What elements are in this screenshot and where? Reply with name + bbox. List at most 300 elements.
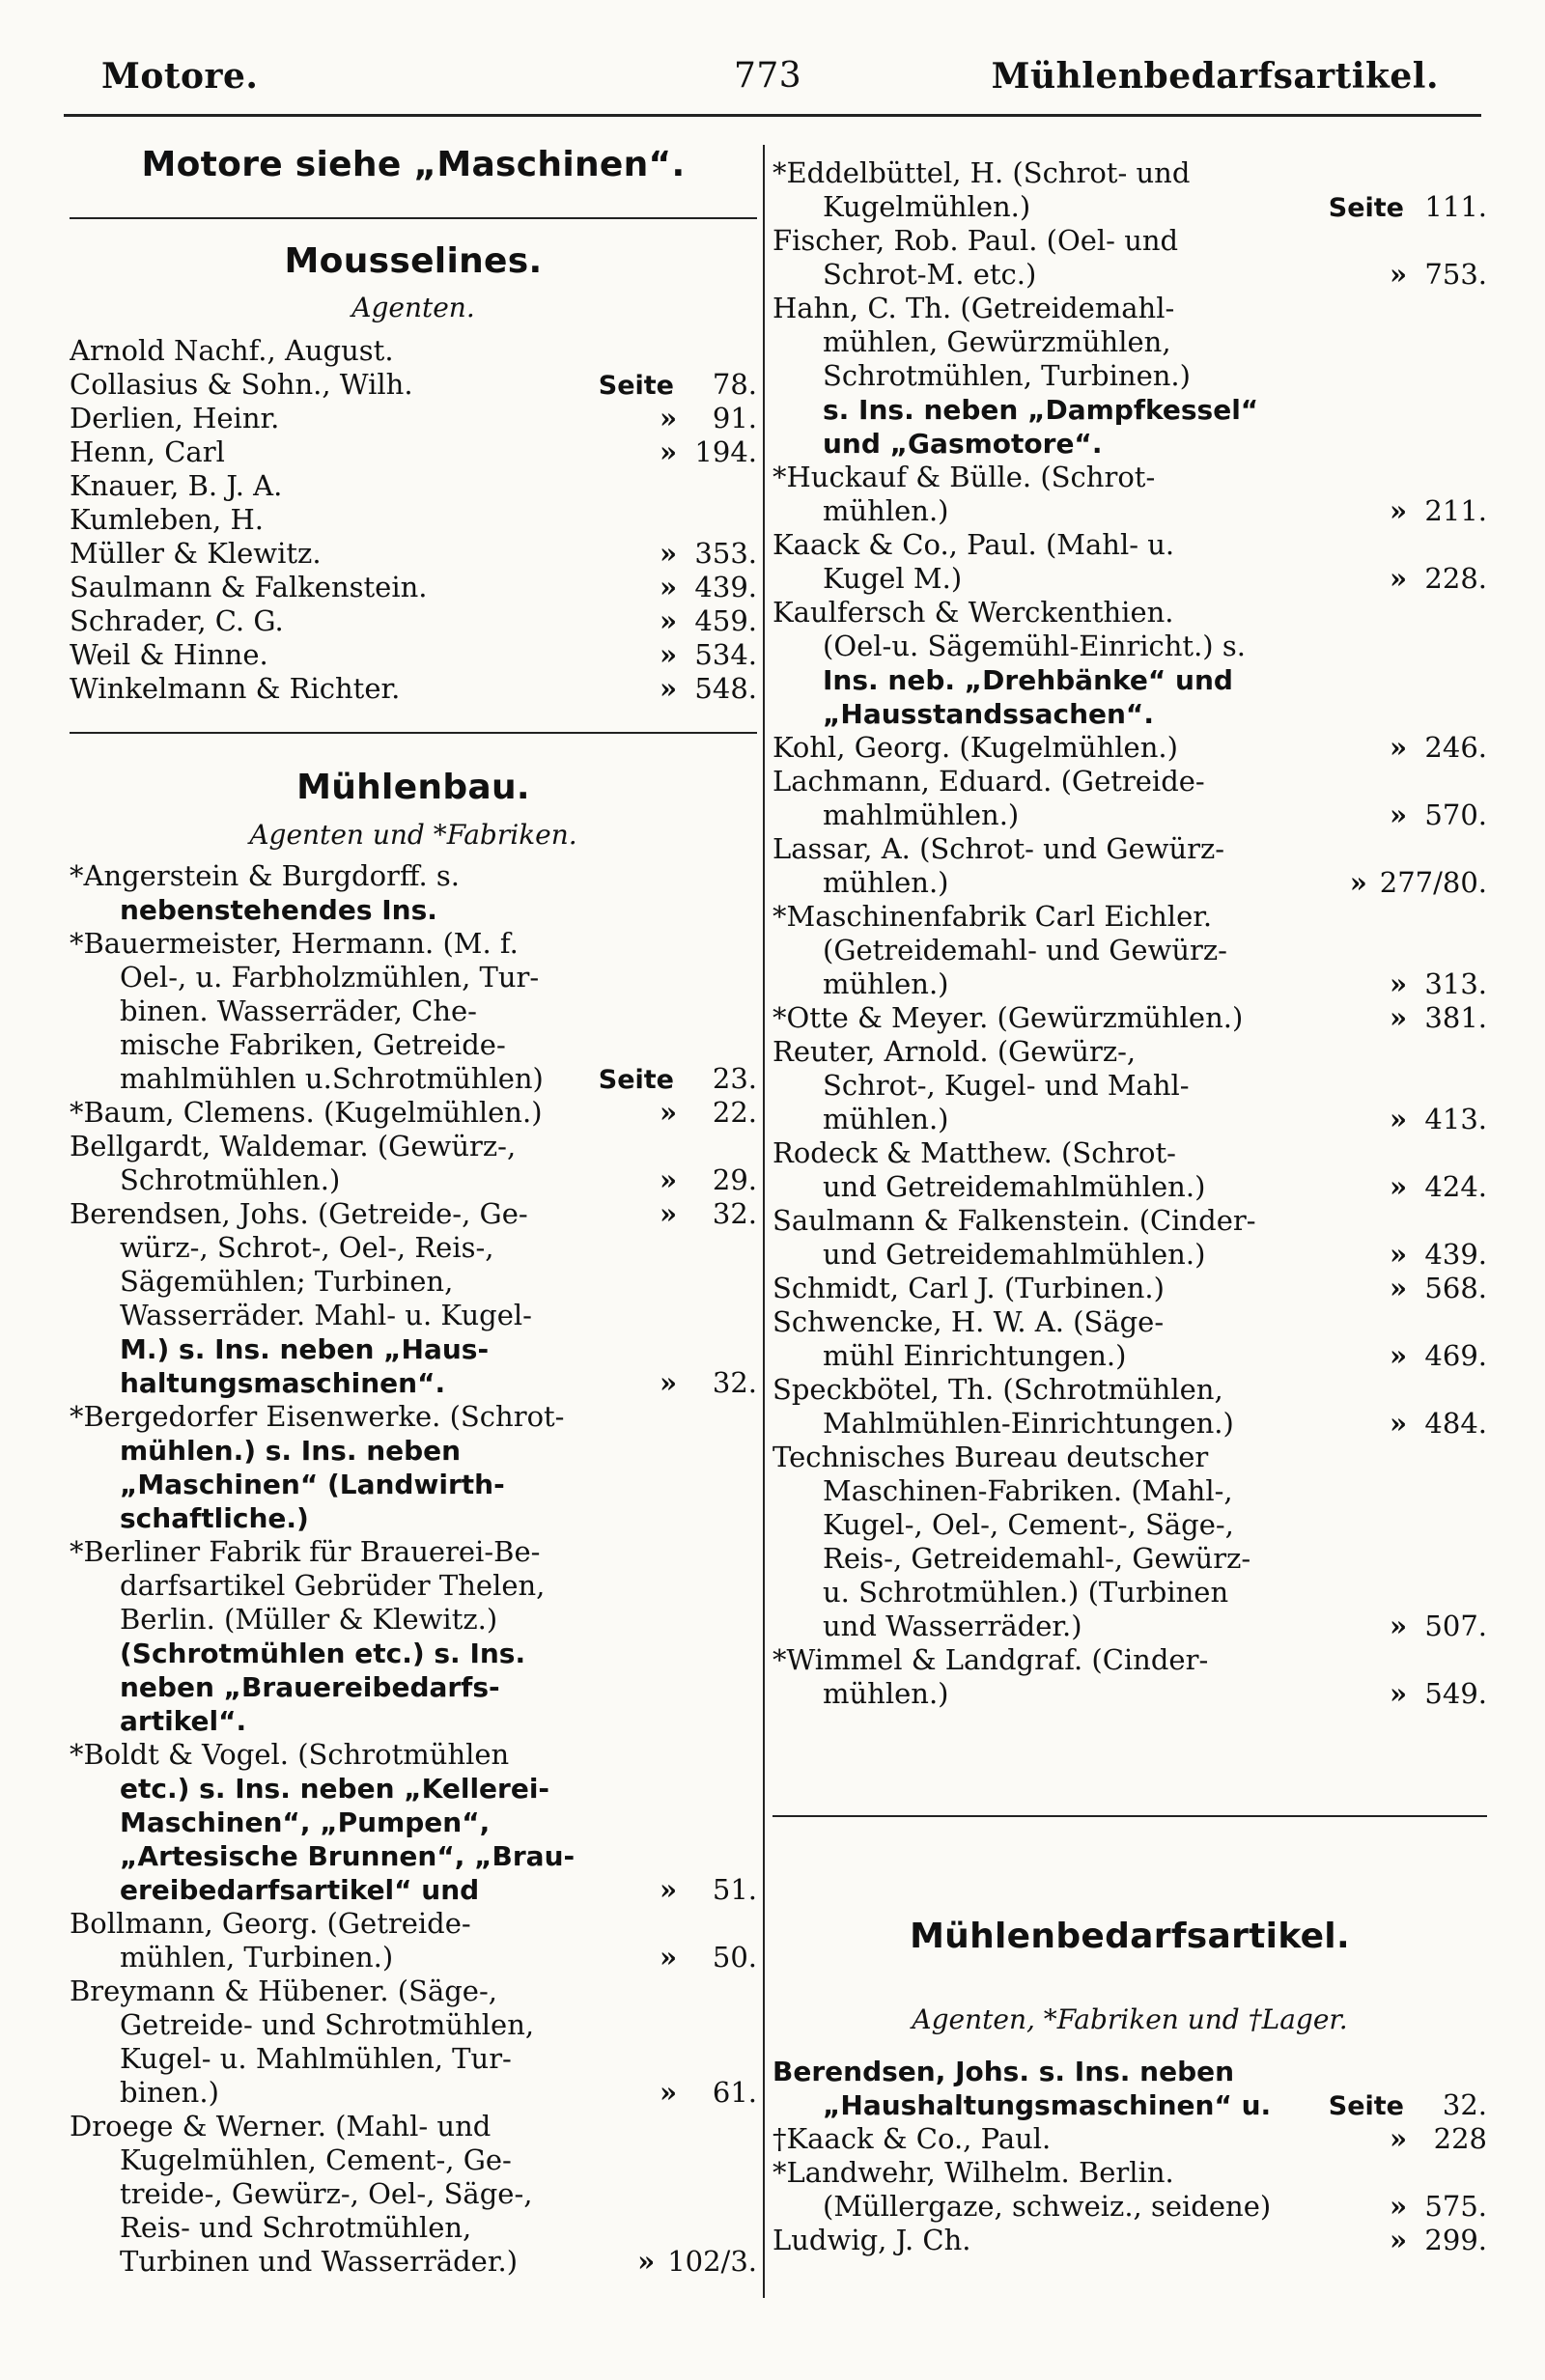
entry-line (772, 2055, 1487, 2088)
page-number-ref: 78. (712, 368, 757, 401)
entry-line (70, 1197, 757, 1231)
entry-line (70, 1738, 757, 1772)
entry-line (70, 893, 757, 927)
section-rule (70, 732, 757, 734)
entry-text: nebenstehendes Ins. (120, 894, 437, 926)
running-head-right: Mühlenbedarfsartikel. (991, 56, 1439, 97)
entry-text: mühlen, Gewürzmühlen, (823, 325, 1171, 358)
ditto-mark: » (1389, 1238, 1408, 1271)
entry-text: binen.) (120, 2076, 219, 2109)
page-number-ref: 23. (712, 1062, 757, 1095)
entry-line (772, 1474, 1487, 1508)
list-item (772, 1204, 1487, 1272)
page-number-ref: 211. (1424, 494, 1487, 527)
entry-line (772, 967, 1487, 1001)
ditto-mark: » (1389, 1677, 1408, 1710)
entry-text: Müller & Klewitz. (70, 537, 322, 570)
entry-text: (Schrotmühlen etc.) s. Ins. (120, 1638, 526, 1669)
list-item (772, 1373, 1487, 1441)
entry-line (772, 1576, 1487, 1610)
page-ref (1333, 1407, 1487, 1441)
entry-line (70, 1806, 757, 1839)
entry-text: Hahn, C. Th. (Getreidemahl- (772, 292, 1175, 324)
entry-text: *Wimmel & Landgraf. (Cinder- (772, 1643, 1209, 1676)
ditto-mark: » (659, 672, 678, 705)
entry-text: *Angerstein & Burgdorff. s. (70, 859, 461, 892)
page-number-ref: 313. (1424, 967, 1487, 1000)
entry-line (70, 859, 757, 893)
entry-line (772, 1407, 1487, 1441)
page-number-ref: 50. (712, 1941, 757, 1974)
entry-text: und „Gasmotore“. (823, 428, 1103, 460)
entry-text: und Getreidemahlmühlen.) (823, 1170, 1206, 1203)
entry-line (772, 2122, 1487, 2156)
entry-line (70, 1332, 757, 1366)
entry-line (772, 1441, 1487, 1474)
entry-text: etc.) s. Ins. neben „Kellerei- (120, 1773, 550, 1805)
entry-line (70, 1637, 757, 1670)
list-item (772, 224, 1487, 292)
page-number-ref: 469. (1424, 1339, 1487, 1372)
list-item (70, 1400, 757, 1535)
entry-text: „Hausstandssachen“. (823, 698, 1154, 730)
entry-line (70, 503, 757, 537)
page-ref (603, 537, 757, 571)
page-ref (1333, 1001, 1487, 1035)
entry-line (70, 1603, 757, 1637)
entry-text: Kugelmühlen, Cement-, Ge- (120, 2143, 512, 2176)
entry-text: Lachmann, Eduard. (Getreide- (772, 765, 1205, 798)
entry-text: *Maschinenfabrik Carl Eichler. (772, 900, 1213, 933)
page-number-ref: 299. (1424, 2224, 1487, 2256)
entry-text: mühlen.) (823, 866, 949, 899)
entry-text: Kugelmühlen.) (823, 190, 1031, 223)
ditto-mark: » (1389, 258, 1408, 291)
ditto-mark: » (1389, 1339, 1408, 1372)
entry-line (70, 2076, 757, 2110)
page-number-ref: 548. (694, 672, 757, 705)
entry-text: mühlen.) (823, 1677, 949, 1710)
entry-line (772, 1001, 1487, 1035)
entry-line (772, 798, 1487, 832)
entry-line (70, 1062, 757, 1096)
section-subtitle: Agenten, *Fabriken und †Lager. (912, 2003, 1348, 2035)
page-number-ref: 459. (694, 604, 757, 637)
list-item (70, 1907, 757, 1974)
page-ref (1333, 562, 1487, 596)
entry-line (772, 494, 1487, 528)
list-item (70, 537, 757, 571)
list-item (70, 334, 757, 368)
entry-text: Berendsen, Johs. (Getreide-, Ge- (70, 1197, 528, 1230)
entry-line (772, 1610, 1487, 1643)
entry-text: Fischer, Rob. Paul. (Oel- und (772, 224, 1179, 257)
entry-line (772, 1069, 1487, 1103)
entry-text: Ludwig, J. Ch. (772, 2224, 971, 2256)
entry-text: Kaulfersch & Werckenthien. (772, 596, 1174, 629)
entry-text: Schrotmühlen.) (120, 1163, 341, 1196)
entry-text: artikel“. (120, 1705, 247, 1737)
entry-line (772, 2224, 1487, 2257)
entry-line (772, 325, 1487, 359)
ditto-mark: » (1389, 1272, 1408, 1304)
entry-line (772, 731, 1487, 765)
entry-text: Schmidt, Carl J. (Turbinen.) (772, 1272, 1165, 1304)
entry-text: Schwencke, H. W. A. (Säge- (772, 1305, 1165, 1338)
entry-line (772, 832, 1487, 866)
entry-line (70, 961, 757, 994)
list-item (70, 571, 757, 604)
entry-text: „Maschinen“ (Landwirth- (120, 1469, 505, 1500)
page-number-ref: 568. (1424, 1272, 1487, 1304)
page-number-ref: 102/3. (667, 2245, 757, 2278)
list-item (772, 292, 1487, 461)
seite-label: Seite (598, 371, 674, 401)
page-ref (603, 2245, 757, 2279)
page-number-ref: 277/80. (1379, 866, 1487, 899)
entry-line (772, 900, 1487, 934)
entry-line (70, 571, 757, 604)
entry-line (772, 1204, 1487, 1238)
header-rule (64, 114, 1481, 117)
entry-line (772, 596, 1487, 630)
entry-text: Arnold Nachf., August. (70, 334, 394, 367)
entry-text: *Otte & Meyer. (Gewürzmühlen.) (772, 1001, 1244, 1034)
ditto-mark: » (1389, 967, 1408, 1000)
page-ref (603, 2076, 757, 2110)
entry-text: „Artesische Brunnen“, „Brau- (120, 1840, 576, 1872)
entry-line (772, 934, 1487, 967)
entry-text: Henn, Carl (70, 435, 225, 468)
ditto-mark: » (1389, 2190, 1408, 2223)
page-ref (1333, 258, 1487, 292)
entry-line (70, 2008, 757, 2042)
page-ref (1333, 1610, 1487, 1643)
entry-text: s. Ins. neben „Dampfkessel“ (823, 394, 1259, 426)
page-number-ref: 246. (1424, 731, 1487, 764)
entry-line (70, 2177, 757, 2211)
page-ref (1333, 1103, 1487, 1136)
entry-line (70, 2143, 757, 2177)
ditto-mark: » (659, 402, 678, 434)
entry-line (772, 1542, 1487, 1576)
entry-line (70, 604, 757, 638)
page-number-ref: 381. (1424, 1001, 1487, 1034)
entry-text: Kaack & Co., Paul. (Mahl- u. (772, 528, 1175, 561)
page-number-ref: 507. (1424, 1610, 1487, 1642)
page-ref (603, 604, 757, 638)
entry-text: *Berliner Fabrik für Brauerei-Be- (70, 1535, 541, 1568)
entry-text: schaftliche.) (120, 1502, 309, 1534)
page-number-ref: 32. (712, 1366, 757, 1399)
entry-text: Reis- und Schrotmühlen, (120, 2211, 472, 2244)
entry-text: Reis-, Getreidemahl-, Gewürz- (823, 1542, 1251, 1575)
entry-text: *Huckauf & Bülle. (Schrot- (772, 461, 1156, 493)
entry-text: Kugel M.) (823, 562, 963, 595)
entry-text: Saulmann & Falkenstein. (70, 571, 428, 603)
entry-line (772, 1643, 1487, 1677)
ditto-mark: » (1389, 562, 1408, 595)
entry-line (772, 461, 1487, 494)
entry-line (772, 1305, 1487, 1339)
entry-text: (Oel-u. Sägemühl-Einricht.) s. (823, 630, 1246, 662)
list-item (70, 638, 757, 672)
entry-text: Droege & Werner. (Mahl- und (70, 2110, 492, 2142)
entry-line (70, 1400, 757, 1434)
entry-line (772, 393, 1487, 427)
entry-line (772, 528, 1487, 562)
ditto-mark: » (659, 638, 678, 671)
entry-text: Kugel- u. Mahlmühlen, Tur- (120, 2042, 512, 2075)
entry-line (70, 1907, 757, 1941)
ditto-mark: » (1389, 1170, 1408, 1203)
ditto-mark: » (659, 571, 678, 603)
entry-line (70, 1130, 757, 1163)
entry-line (772, 562, 1487, 596)
entry-line (70, 2110, 757, 2143)
section-subtitle: Agenten. (351, 292, 475, 323)
list-item (70, 1974, 757, 2110)
running-head-left: Motore. (101, 56, 259, 97)
entry-line (70, 1299, 757, 1332)
entry-line (772, 1272, 1487, 1305)
entry-text: mühlen, Turbinen.) (120, 1941, 394, 1974)
ditto-mark: » (1389, 798, 1408, 831)
ditto-mark: » (1389, 1103, 1408, 1135)
entry-line (772, 1508, 1487, 1542)
entry-line (772, 663, 1487, 697)
entry-line (772, 427, 1487, 461)
ditto-mark: » (659, 1096, 678, 1129)
entry-text: darfsartikel Gebrüder Thelen, (120, 1569, 546, 1602)
list-item (70, 672, 757, 706)
entry-text: und Getreidemahlmühlen.) (823, 1238, 1206, 1271)
entry-line (70, 1670, 757, 1704)
entry-text: würz-, Schrot-, Oel-, Reis-, (120, 1231, 494, 1264)
page-ref (603, 1366, 757, 1400)
entry-text: neben „Brauereibedarfs- (120, 1671, 500, 1703)
list-item (772, 1001, 1487, 1035)
entry-line (70, 1028, 757, 1062)
entry-text: *Bauermeister, Hermann. (M. f. (70, 927, 519, 960)
entry-line (772, 1238, 1487, 1272)
list-item (772, 1035, 1487, 1136)
list-item (772, 528, 1487, 596)
list-item (772, 1305, 1487, 1373)
entry-line (70, 1704, 757, 1738)
entry-line (70, 994, 757, 1028)
entry-line (70, 638, 757, 672)
entry-line (772, 1170, 1487, 1204)
ditto-mark: » (659, 1873, 678, 1906)
section-title-motore: Motore siehe „Maschinen“. (141, 145, 686, 184)
list-item (70, 469, 757, 503)
entry-text: Rodeck & Matthew. (Schrot- (772, 1136, 1176, 1169)
list-item (70, 927, 757, 1096)
list-item (772, 832, 1487, 900)
page-number-ref: 534. (694, 638, 757, 671)
page-number-ref: 424. (1424, 1170, 1487, 1203)
entry-line (70, 927, 757, 961)
entry-text: u. Schrotmühlen.) (Turbinen (823, 1576, 1229, 1609)
list-item (772, 156, 1487, 224)
page-ref (1333, 494, 1487, 528)
page-number-ref: 484. (1424, 1407, 1487, 1440)
page-number-ref: 353. (694, 537, 757, 570)
page-ref (1333, 731, 1487, 765)
entry-text: Oel-, u. Farbholzmühlen, Tur- (120, 961, 540, 994)
entry-line (772, 2190, 1487, 2224)
section-rule (70, 217, 757, 219)
list-item (70, 1738, 757, 1907)
entry-line (70, 1231, 757, 1265)
page-ref (1333, 1339, 1487, 1373)
section-title-muehlenbau: Mühlenbau. (296, 768, 530, 807)
seite-label: Seite (1328, 193, 1404, 223)
ditto-mark: » (1389, 494, 1408, 527)
entry-line (772, 156, 1487, 190)
entry-text: Getreide- und Schrotmühlen, (120, 2008, 535, 2041)
page-number-ref: 753. (1424, 258, 1487, 291)
entry-line (70, 1096, 757, 1130)
ditto-mark: » (1389, 1001, 1408, 1034)
entry-line (70, 1941, 757, 1974)
entry-text: Maschinen“, „Pumpen“, (120, 1806, 491, 1838)
page-ref (1333, 1170, 1487, 1204)
entry-text: Berlin. (Müller & Klewitz.) (120, 1603, 498, 1636)
list-item (772, 2122, 1487, 2156)
entry-text: Bollmann, Georg. (Getreide- (70, 1907, 471, 1940)
entry-line (772, 1677, 1487, 1711)
entry-text: Collasius & Sohn., Wilh. (70, 368, 413, 401)
column-divider (763, 145, 765, 2298)
page-ref (1328, 2088, 1487, 2123)
entry-text: Schrot-, Kugel- und Mahl- (823, 1069, 1190, 1102)
page-number-ref: 575. (1424, 2190, 1487, 2223)
entry-text: und Wasserräder.) (823, 1610, 1082, 1642)
entry-text: *Baum, Clemens. (Kugelmühlen.) (70, 1096, 543, 1129)
entry-line (772, 1103, 1487, 1136)
page-ref (1333, 2190, 1487, 2224)
section-rule (772, 1815, 1487, 1817)
entry-text: *Landwehr, Wilhelm. Berlin. (772, 2156, 1174, 2189)
list-item (70, 1096, 757, 1130)
entry-text: Mahlmühlen-Einrichtungen.) (823, 1407, 1234, 1440)
page-number-ref: 194. (694, 435, 757, 468)
entry-text: Schrader, C. G. (70, 604, 284, 637)
entry-line (772, 2156, 1487, 2190)
entry-line (772, 866, 1487, 900)
entry-text: Lassar, A. (Schrot- und Gewürz- (772, 832, 1225, 865)
entry-text: mühl Einrichtungen.) (823, 1339, 1127, 1372)
page-number-ref: 439. (694, 571, 757, 603)
list-item (772, 2224, 1487, 2257)
entry-text: *Eddelbüttel, H. (Schrot- und (772, 156, 1191, 189)
entry-text: Schrot-M. etc.) (823, 258, 1037, 291)
page-ref (603, 402, 757, 435)
entry-text: Knauer, B. J. A. (70, 469, 283, 502)
page-ref (1333, 967, 1487, 1001)
entry-text: Ins. neb. „Drehbänke“ und (823, 664, 1233, 696)
entry-text: mühlen.) (823, 967, 949, 1000)
page-ref (603, 1163, 757, 1197)
entry-line (70, 2245, 757, 2279)
list-item (70, 1130, 757, 1197)
list-item (70, 368, 757, 402)
entry-text: Sägemühlen; Turbinen, (120, 1265, 454, 1298)
section-title-muehlenbedarfsartikel: Mühlenbedarfsartikel. (910, 1917, 1350, 1956)
entry-line (772, 1339, 1487, 1373)
entry-line (70, 1468, 757, 1501)
entry-line (70, 1873, 757, 1907)
page-number-ref: 228. (1424, 562, 1487, 595)
entry-text: (Getreidemahl- und Gewürz- (823, 934, 1227, 966)
entry-text: Turbinen und Wasserräder.) (120, 2245, 519, 2278)
page-ref (603, 638, 757, 672)
entry-line (70, 1265, 757, 1299)
entry-line (772, 258, 1487, 292)
page-ref (603, 571, 757, 604)
entry-text: binen. Wasserräder, Che- (120, 994, 477, 1027)
entry-line (70, 2042, 757, 2076)
entry-line (70, 1501, 757, 1535)
entry-text: M.) s. Ins. neben „Haus- (120, 1333, 490, 1365)
list-item (772, 1441, 1487, 1643)
entry-line (70, 1434, 757, 1468)
entry-text: *Bergedorfer Eisenwerke. (Schrot- (70, 1400, 565, 1433)
entry-text: Wasserräder. Mahl- u. Kugel- (120, 1299, 532, 1331)
page-number-ref: 413. (1424, 1103, 1487, 1135)
entry-text: Kumleben, H. (70, 503, 264, 536)
list-item (772, 596, 1487, 731)
entry-text: Schrotmühlen, Turbinen.) (823, 359, 1191, 392)
entry-line (772, 359, 1487, 393)
page-number-ref: 51. (712, 1873, 757, 1906)
entry-text: Kohl, Georg. (Kugelmühlen.) (772, 731, 1178, 764)
page-ref (1333, 2224, 1487, 2257)
ditto-mark: » (659, 604, 678, 637)
entry-text: „Haushaltungsmaschinen“ u. (823, 2089, 1272, 2121)
ditto-mark: » (659, 1197, 678, 1230)
entry-line (772, 224, 1487, 258)
page-ref (1333, 866, 1487, 900)
entry-line (70, 435, 757, 469)
entry-line (772, 1373, 1487, 1407)
page-number-ref: 32. (1442, 2088, 1487, 2121)
entry-text: haltungsmaschinen“. (120, 1367, 446, 1399)
page-ref (1333, 2122, 1487, 2156)
entry-text: mische Fabriken, Getreide- (120, 1028, 506, 1061)
page-number-ref: 549. (1424, 1677, 1487, 1710)
entry-text: Kugel-, Oel-, Cement-, Säge-, (823, 1508, 1234, 1541)
page-ref (603, 435, 757, 469)
page-ref (1328, 190, 1487, 225)
entry-line (70, 1772, 757, 1806)
entry-text: Reuter, Arnold. (Gewürz-, (772, 1035, 1137, 1068)
page-number-ref: 32. (712, 1197, 757, 1230)
page-ref (1333, 1272, 1487, 1305)
page-number-ref: 111. (1424, 190, 1487, 223)
page-ref (603, 1941, 757, 1974)
page-ref (598, 1062, 757, 1097)
list-item (772, 765, 1487, 832)
page-number-ref: 570. (1424, 798, 1487, 831)
entry-line (70, 1163, 757, 1197)
entry-text: Bellgardt, Waldemar. (Gewürz-, (70, 1130, 517, 1162)
seite-label: Seite (598, 1065, 674, 1095)
entry-line (70, 1839, 757, 1873)
entry-text: ereibedarfsartikel“ und (120, 1874, 480, 1906)
